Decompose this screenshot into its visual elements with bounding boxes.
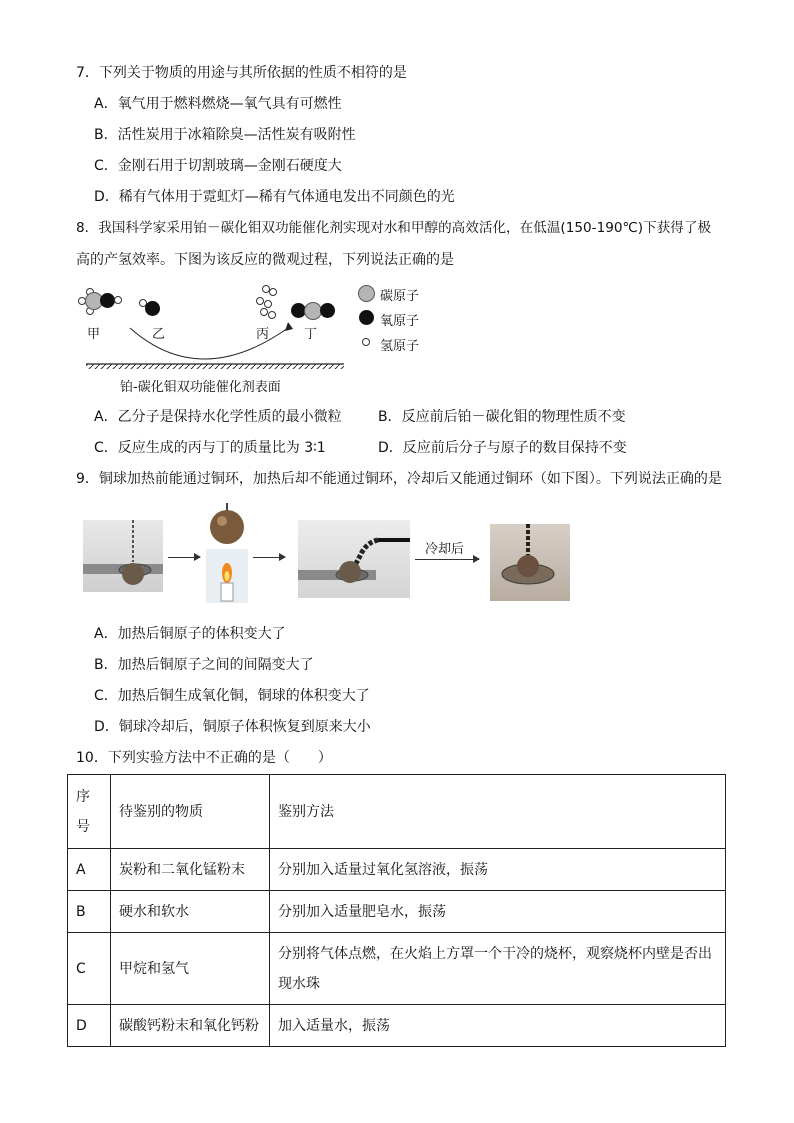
table-header-row bbox=[68, 775, 726, 849]
q8-option-d: D．反应前后分子与原子的数目保持不变 bbox=[378, 440, 627, 456]
table-row bbox=[68, 891, 726, 933]
legend-hydrogen-label: 氢原子 bbox=[380, 339, 420, 354]
row-b-method: 分别加入适量肥皂水，振荡 bbox=[270, 891, 726, 933]
row-d-method: 加入适量水，振荡 bbox=[270, 1005, 726, 1047]
arrow-1 bbox=[168, 557, 200, 558]
q9-option-a: A．加热后铜原子的体积变大了 bbox=[94, 626, 286, 642]
arrow-2 bbox=[253, 557, 285, 558]
row-a-method: 分别加入适量过氧化氢溶液，振荡 bbox=[270, 849, 726, 891]
q7-option-c: C．金刚石用于切割玻璃—金刚石硬度大 bbox=[94, 158, 342, 174]
photo-ball-through-ring bbox=[83, 520, 163, 592]
row-c-index: C bbox=[68, 933, 111, 1005]
q9-option-d: D．铜球冷却后，铜原子体积恢复到原来大小 bbox=[94, 719, 371, 735]
q7-option-a: A．氧气用于燃料燃烧—氧气具有可燃性 bbox=[94, 96, 342, 112]
label-yi: 乙 bbox=[152, 327, 166, 342]
q8-stem-line2: 高的产氢效率。下图为该反应的微观过程，下列说法正确的是 bbox=[76, 252, 454, 268]
q8-option-c: C．反应生成的丙与丁的质量比为 3∶1 bbox=[94, 440, 326, 456]
q10-stem: 10．下列实验方法中不正确的是（ ） bbox=[76, 750, 332, 766]
legend-oxygen-label: 氧原子 bbox=[380, 314, 420, 329]
row-a-substances: 炭粉和二氧化锰粉末 bbox=[111, 849, 270, 891]
photo-ball-blocked bbox=[298, 520, 410, 598]
q8-option-a: A．乙分子是保持水化学性质的最小微粒 bbox=[94, 409, 342, 425]
q8-option-b: B．反应前后铂－碳化钼的物理性质不变 bbox=[378, 409, 626, 425]
row-c-method: 分别将气体点燃，在火焰上方罩一个干冷的烧杯，观察烧杯内壁是否出现水珠 bbox=[270, 933, 726, 1005]
header-substances: 待鉴别的物质 bbox=[111, 775, 270, 849]
label-jia: 甲 bbox=[87, 327, 101, 342]
legend-hydrogen-icon bbox=[362, 338, 370, 346]
reaction-arrow-and-surface bbox=[80, 300, 350, 380]
legend-oxygen-icon bbox=[359, 310, 374, 325]
header-method: 鉴别方法 bbox=[270, 775, 726, 849]
q9-stem: 9．铜球加热前能通过铜环，加热后却不能通过铜环，冷却后又能通过铜环（如下图）。下列说法正确的是 bbox=[76, 471, 722, 487]
table-row bbox=[68, 849, 726, 891]
row-a-index: A bbox=[68, 849, 111, 891]
experiment-table bbox=[67, 774, 726, 1047]
header-index: 序号 bbox=[68, 775, 111, 849]
arrow-3 bbox=[415, 559, 479, 560]
row-b-substances: 硬水和软水 bbox=[111, 891, 270, 933]
q7-option-b: B．活性炭用于冰箱除臭—活性炭有吸附性 bbox=[94, 127, 356, 143]
q7-stem: 7．下列关于物质的用途与其所依据的性质不相符的是 bbox=[76, 65, 407, 81]
catalyst-label: 铂-碳化钼双功能催化剂表面 bbox=[120, 380, 281, 395]
legend-carbon-label: 碳原子 bbox=[380, 289, 420, 304]
q9-option-b: B．加热后铜原子之间的间隔变大了 bbox=[94, 657, 314, 673]
row-c-substances: 甲烷和氢气 bbox=[111, 933, 270, 1005]
label-ding: 丁 bbox=[304, 327, 318, 342]
cool-label: 冷却后 bbox=[425, 542, 465, 557]
row-b-index: B bbox=[68, 891, 111, 933]
photo-cooled-ball bbox=[490, 524, 570, 601]
q9-option-c: C．加热后铜生成氧化铜，铜球的体积变大了 bbox=[94, 688, 370, 704]
label-bing: 丙 bbox=[256, 327, 270, 342]
q7-option-d: D．稀有气体用于霓虹灯—稀有气体通电发出不同颜色的光 bbox=[94, 189, 455, 205]
legend-carbon-icon bbox=[358, 285, 375, 302]
table-row bbox=[68, 933, 726, 1005]
row-d-index: D bbox=[68, 1005, 111, 1047]
q8-stem-line1: 8．我国科学家采用铂－碳化钼双功能催化剂实现对水和甲醇的高效活化，在低温(150-190℃)下获得了极 bbox=[76, 220, 712, 236]
table-row bbox=[68, 1005, 726, 1047]
row-d-substances: 碳酸钙粉末和氧化钙粉 bbox=[111, 1005, 270, 1047]
photo-heating-ball bbox=[206, 503, 248, 603]
